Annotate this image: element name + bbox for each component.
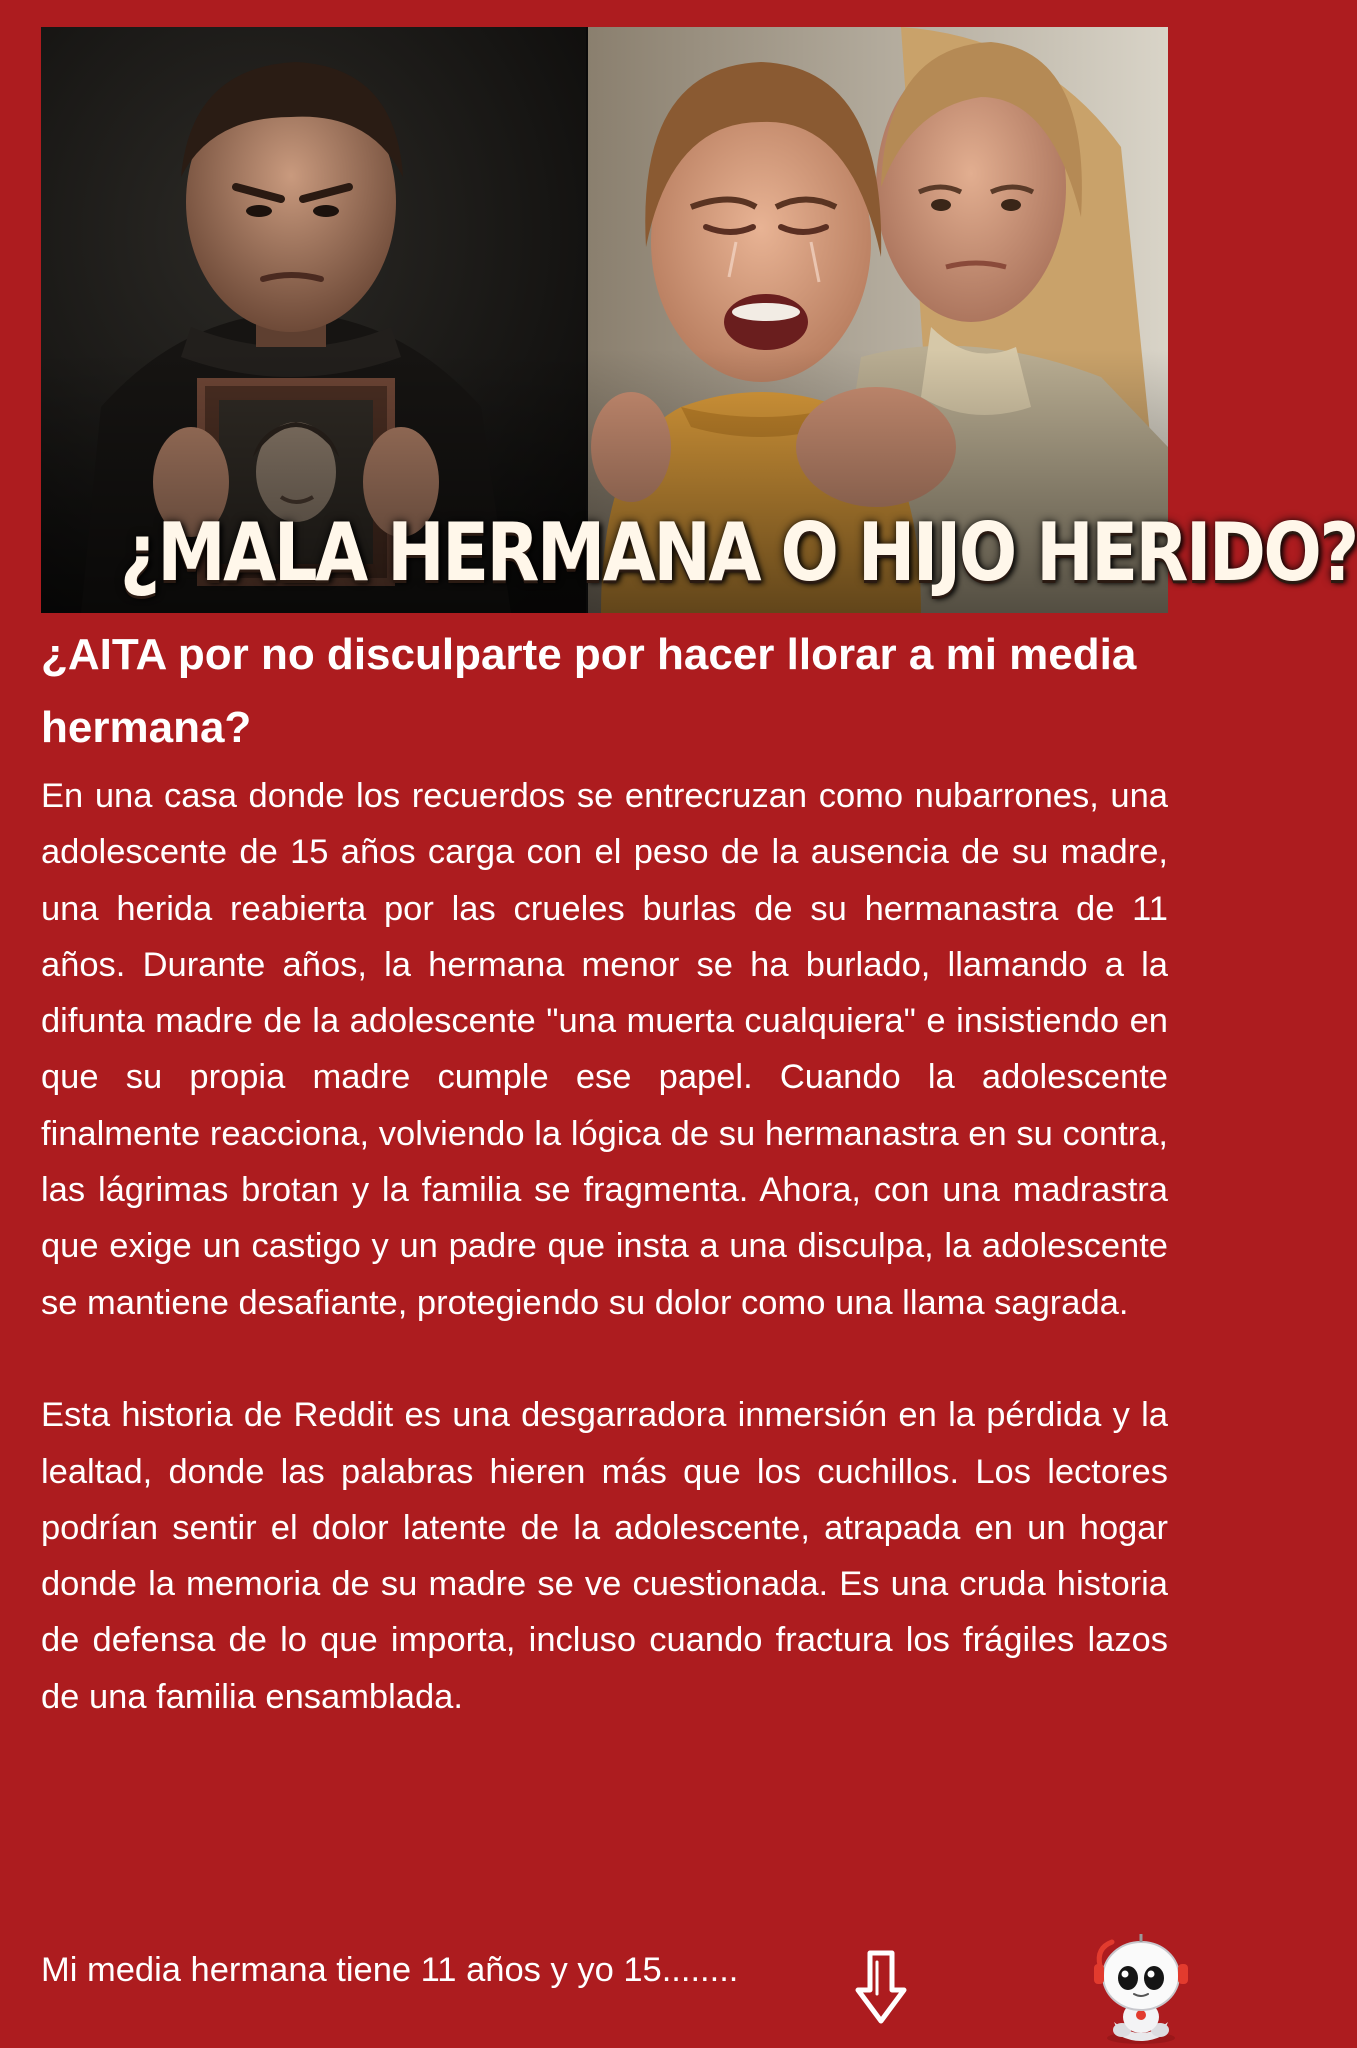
hero-image bbox=[41, 27, 1357, 613]
down-arrow-icon[interactable] bbox=[855, 1950, 907, 2024]
teaser-text: Mi media hermana tiene 11 años y yo 15........ bbox=[41, 1951, 739, 1989]
story-body bbox=[41, 768, 1168, 1781]
headline: ¿AITA por no disculparte por hacer llorar a mi media hermana? bbox=[41, 630, 1137, 752]
robot-mascot-icon bbox=[1092, 1934, 1190, 2046]
story-paragraph: En una casa donde los recuerdos se entrecruzan como nubarrones, una adolescente de 15 años carga con el peso de la ausencia de su madre, una herida reabierta por las crueles burlas de su hermanastra de 11 años. Durante años, la hermana menor se ha burlado, llamando a la difunta madre de la adolescente "una muerta cualquiera" e insistiendo en que su propia madre cumple ese papel. Cuando la adolescente finalmente reacciona, volviendo la lógica de su hermanastra en su contra, las lágrimas brotan y la familia se fragmenta. Ahora, con una madrastra que exige un castigo y un padre que insta a una disculpa, la adolescente se mantiene desafiante, protegiendo su dolor como una llama sagrada. bbox=[41, 777, 1168, 1322]
story-paragraph: Esta historia de Reddit es una desgarradora inmersión en la pérdida y la lealtad, donde las palabras hieren más que los cuchillos. Los lectores podrían sentir el dolor latente de la adolescente, atrapada en un hogar donde la memoria de su madre se ve cuestionada. Es una cruda historia de defensa de lo que importa, incluso cuando fractura los frágiles lazos de una familia ensamblada. bbox=[41, 1396, 1168, 1716]
hero-caption: ¿MALA HERMANA O HIJO HERIDO? bbox=[119, 506, 1357, 599]
